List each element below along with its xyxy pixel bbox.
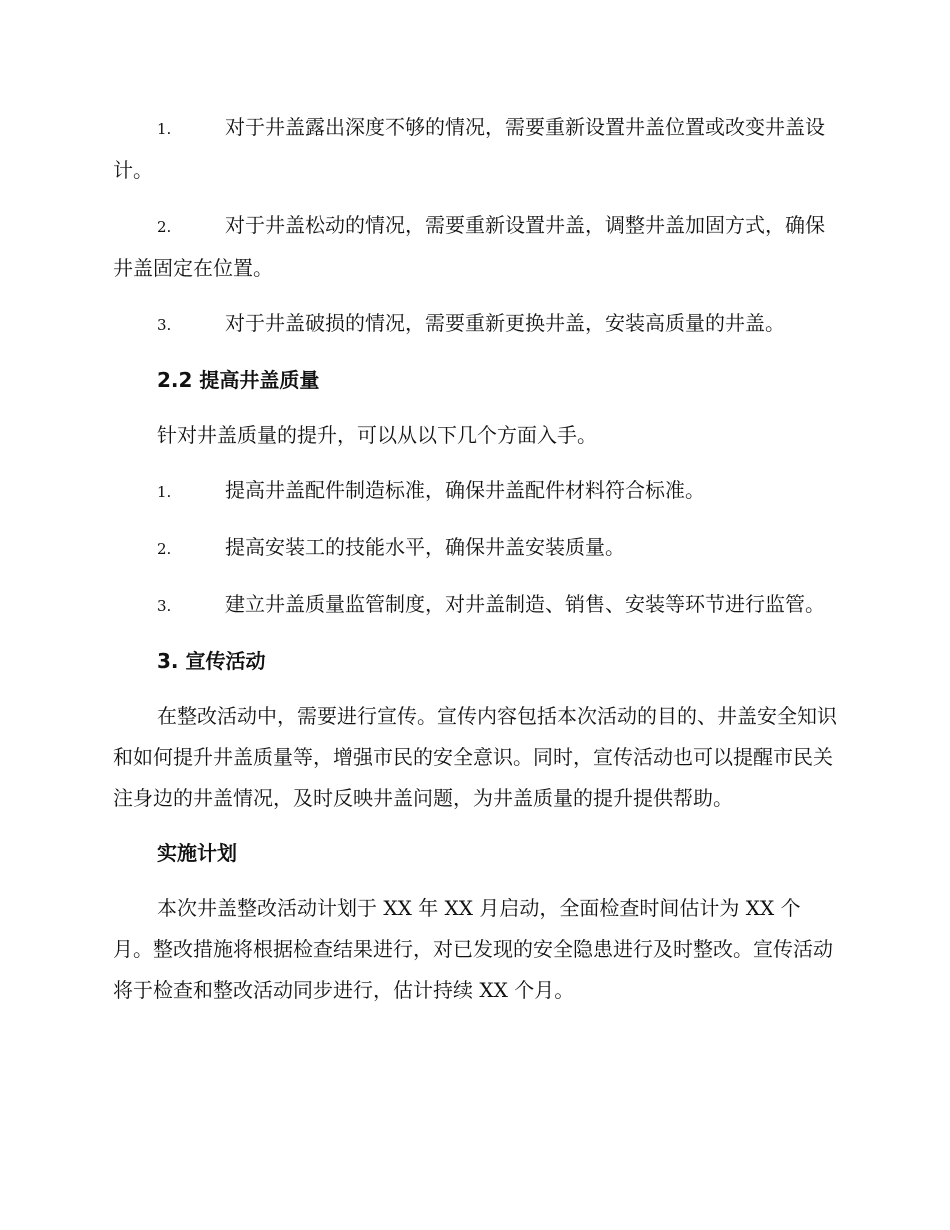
list-number: 1. — [157, 120, 172, 138]
paragraph: 在整改活动中，需要进行宣传。宣传内容包括本次活动的目的、井盖安全知识和如何提升井盖质量等，增强市民的安全意识。同时，宣传活动也可以提醒市民关注身边的井盖情况，及时反映井盖问题，为井盖质量的提升提供帮助。 — [113, 704, 837, 810]
paragraph: 本次井盖整改活动计划于 XX 年 XX 月启动，全面检查时间估计为 XX 个月。整改措施将根据检查结果进行，对已发现的安全隐患进行及时整改。宣传活动将于检查和整改活动同步进行，估计持续 XX 个月。 — [113, 896, 833, 1002]
list-text: 对于井盖破损的情况，需要重新更换井盖，安装高质量的井盖。 — [225, 311, 785, 335]
list-number: 3. — [157, 597, 172, 615]
list-number: 2. — [157, 218, 172, 236]
list-text: 提高井盖配件制造标准，确保井盖配件材料符合标准。 — [225, 478, 705, 502]
list-item — [113, 107, 838, 191]
document-body — [113, 107, 838, 1025]
list-item — [113, 303, 838, 346]
list-number: 2. — [157, 540, 172, 558]
section-heading-2-2: 2.2 提高井盖质量 — [157, 368, 320, 392]
section-heading-3: 3. 宣传活动 — [157, 649, 266, 673]
list-item — [113, 205, 838, 289]
list-item — [113, 584, 838, 627]
list-number: 1. — [157, 483, 172, 501]
list-number: 3. — [157, 316, 172, 334]
list-text: 建立井盖质量监管制度，对井盖制造、销售、安装等环节进行监管。 — [225, 592, 825, 616]
section-heading-plan: 实施计划 — [157, 841, 237, 865]
list-item — [113, 527, 838, 570]
list-text: 对于井盖露出深度不够的情况，需要重新设置井盖位置或改变井盖设计。 — [113, 115, 825, 182]
list-item — [113, 470, 838, 513]
paragraph: 针对井盖质量的提升，可以从以下几个方面入手。 — [157, 423, 597, 447]
list-text: 对于井盖松动的情况，需要重新设置井盖，调整井盖加固方式，确保井盖固定在位置。 — [113, 213, 825, 280]
list-text: 提高安装工的技能水平，确保井盖安装质量。 — [225, 535, 625, 559]
